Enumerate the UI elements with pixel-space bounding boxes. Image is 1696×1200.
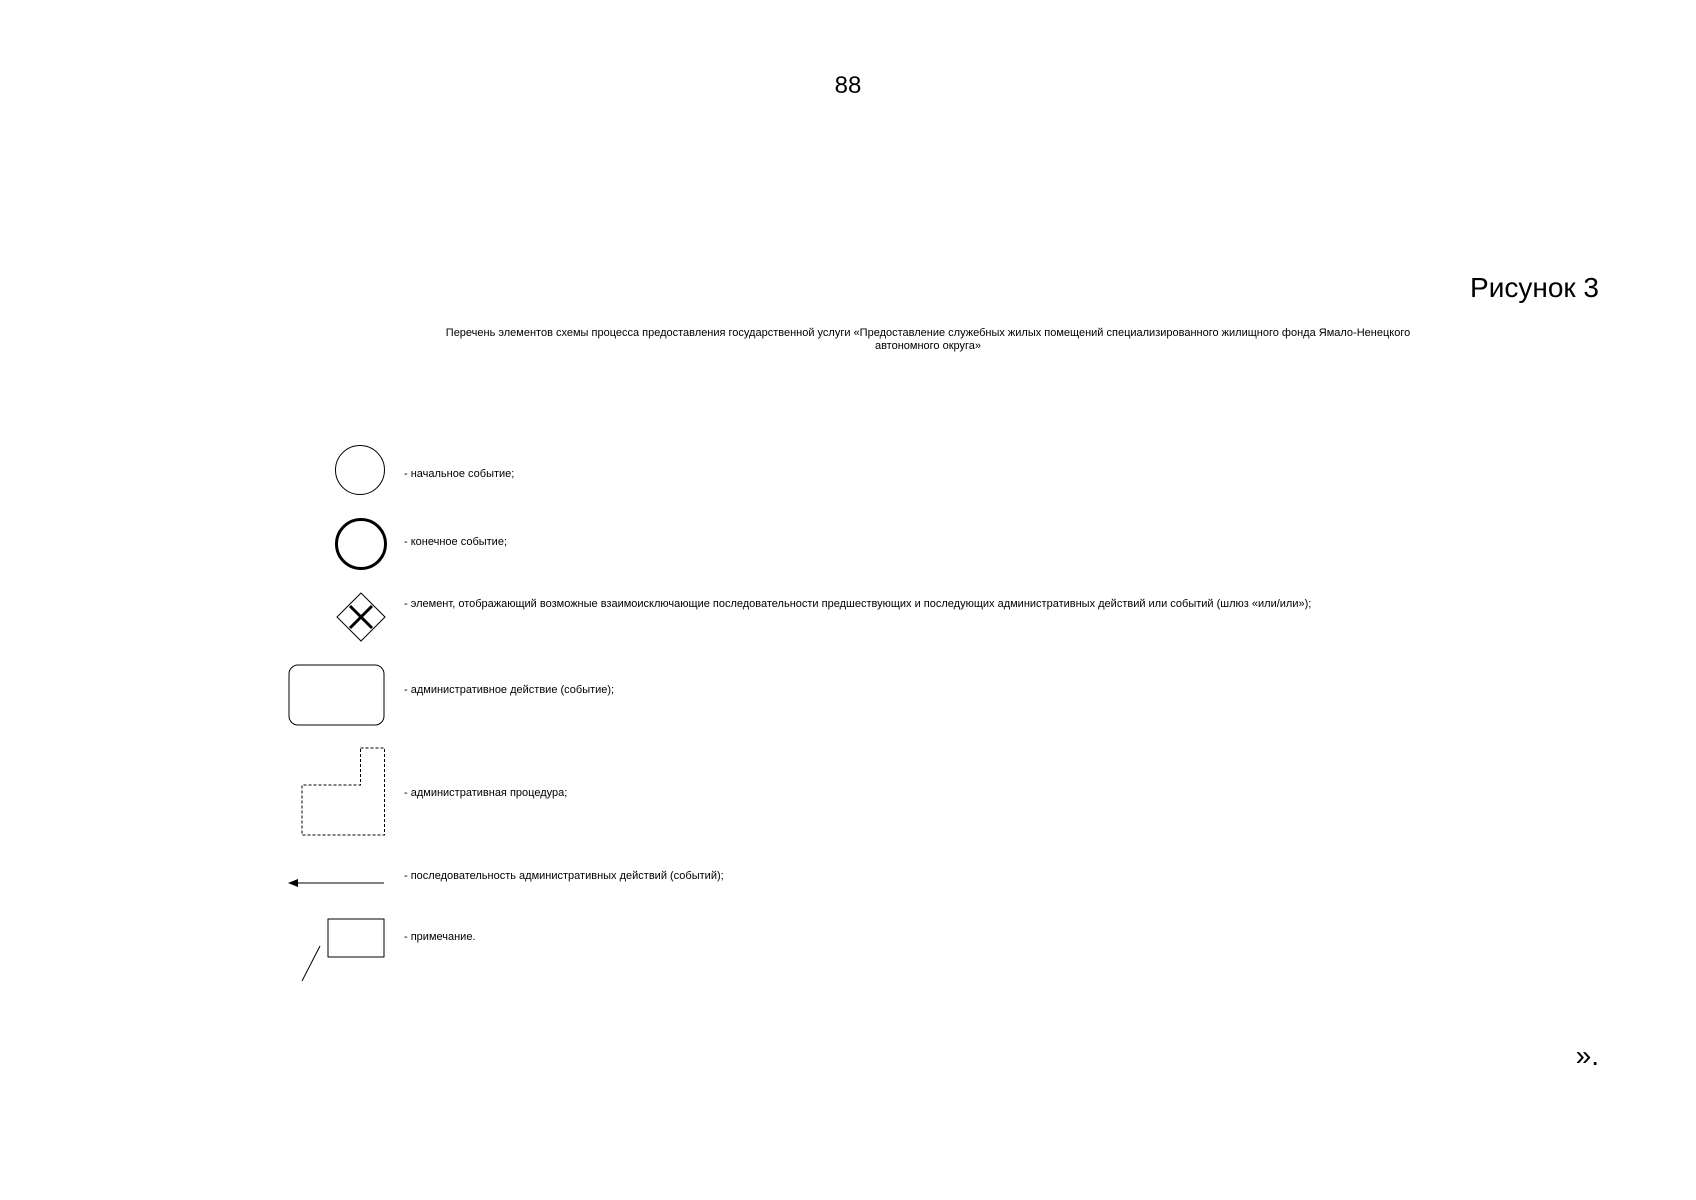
legend-note-text: - примечание. xyxy=(404,931,476,943)
legend-end-event-text: - конечное событие; xyxy=(404,536,508,548)
page-number: 88 xyxy=(834,72,862,99)
rounded-rectangle-icon xyxy=(288,664,386,726)
legend-start-event-text: - начальное событие; xyxy=(404,468,515,480)
legend-procedure-text: - административная процедура; xyxy=(404,787,568,799)
dashed-l-shape-icon xyxy=(300,747,386,837)
start-event-circle-icon xyxy=(334,444,386,496)
end-event-bold-circle-icon xyxy=(334,517,388,571)
document-title: Перечень элементов схемы процесса предоставления государственной услуги «Предоставление служебных жилых помещений специализированного жилищного фонда Ямало-Ненецкого автономного округа» xyxy=(445,327,1411,352)
arrow-left-icon xyxy=(288,876,386,890)
legend-gateway-text: - элемент, отображающий возможные взаимоисключающие последовательности предшествующих и последующих административных действий или событий (шлюз «или/или»); xyxy=(404,598,1312,610)
figure-label: Рисунок 3 xyxy=(1470,272,1599,303)
legend-action-text: - административное действие (событие); xyxy=(404,684,615,696)
exclusive-gateway-icon xyxy=(336,592,386,642)
legend-sequence-text: - последовательность административных действий (событий); xyxy=(404,870,724,882)
annotation-icon xyxy=(298,918,388,984)
closing-quote: ». xyxy=(1575,1040,1599,1071)
